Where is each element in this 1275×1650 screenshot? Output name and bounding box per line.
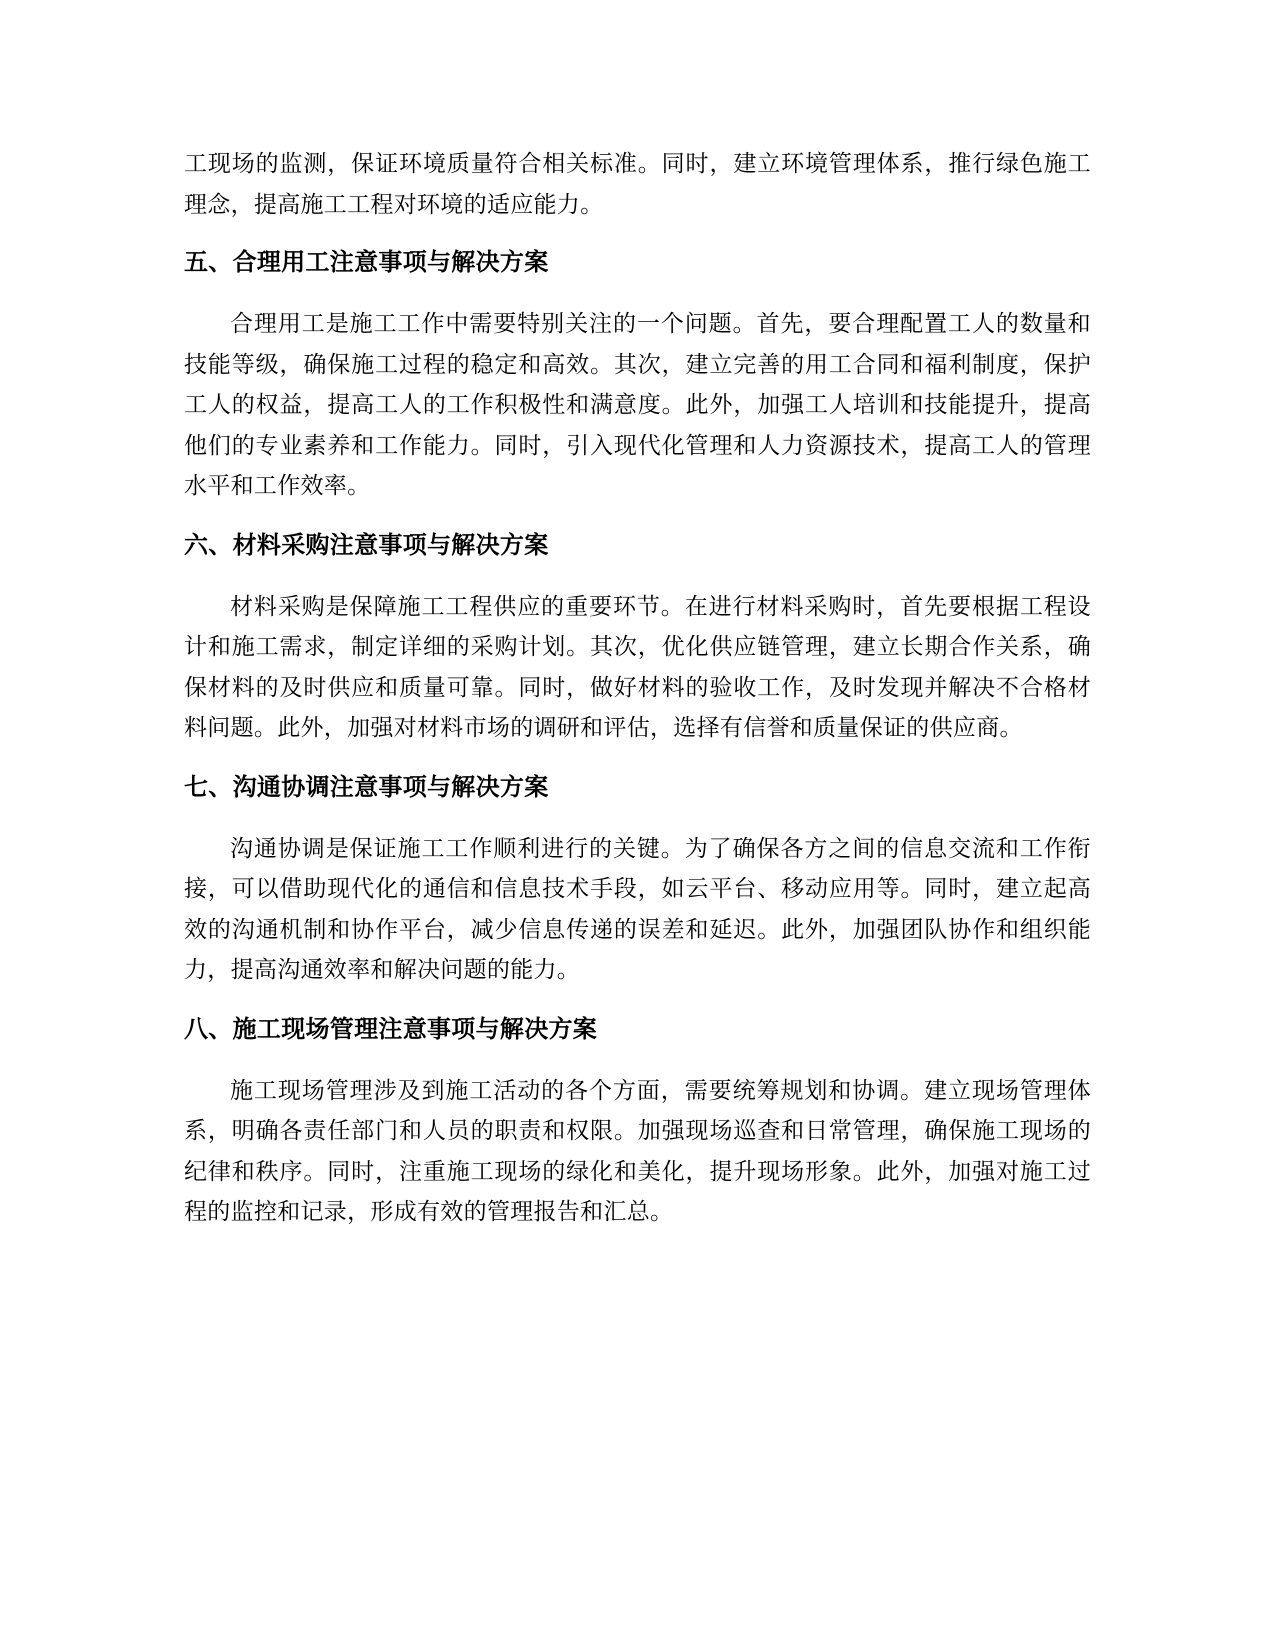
section-body-6: 材料采购是保障施工工程供应的重要环节。在进行材料采购时，首先要根据工程设计和施工需求，制定详细的采购计划。其次，优化供应链管理，建立长期合作关系，确保材料的及时供应和质量可靠。同时，做好材料的验收工作，及时发现并解决不合格材料问题。此外，加强对材料市场的调研和评估，选择有信誉和质量保证的供应商。 [184,593,1091,741]
section-body-8: 施工现场管理涉及到施工活动的各个方面，需要统筹规划和协调。建立现场管理体系，明确各责任部门和人员的职责和权限。加强现场巡查和日常管理，确保施工现场的纪律和秩序。同时，注重施工现场的绿化和美化，提升现场形象。此外，加强对施工过程的监控和记录，形成有效的管理报告和汇总。 [184,1077,1091,1225]
section-heading-6: 六、材料采购注意事项与解决方案 [184,530,549,559]
section-heading-8: 八、施工现场管理注意事项与解决方案 [184,1014,598,1043]
section-body-7: 沟通协调是保证施工工作顺利进行的关键。为了确保各方之间的信息交流和工作衔接，可以借助现代化的通信和信息技术手段，如云平台、移动应用等。同时，建立起高效的沟通机制和协作平台，减少信息传递的误差和延迟。此外，加强团队协作和组织能力，提高沟通效率和解决问题的能力。 [184,835,1091,983]
intro-paragraph: 工现场的监测，保证环境质量符合相关标准。同时，建立环境管理体系，推行绿色施工理念，提高施工工程对环境的适应能力。 [184,151,1091,218]
document-body [184,144,1091,1233]
section-heading-7: 七、沟通协调注意事项与解决方案 [184,772,549,801]
section-heading-5: 五、合理用工注意事项与解决方案 [184,248,549,276]
section-body-5: 合理用工是施工工作中需要特别关注的一个问题。首先，要合理配置工人的数量和技能等级，确保施工过程的稳定和高效。其次，建立完善的用工合同和福利制度，保护工人的权益，提高工人的工作积极性和满意度。此外，加强工人培训和技能提升，提高他们的专业素养和工作能力。同时，引入现代化管理和人力资源技术，提高工人的管理水平和工作效率。 [184,311,1091,499]
